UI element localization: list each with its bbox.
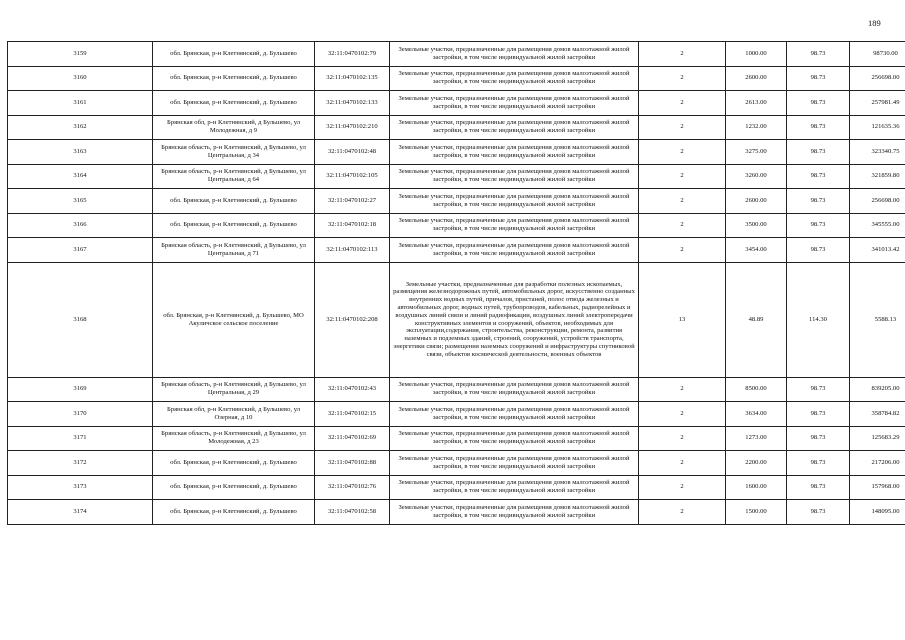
- group-code-cell: 2: [639, 164, 726, 189]
- cadastral-number-cell: 32:11:0470102:18: [315, 213, 390, 238]
- area-cell: 48.89: [726, 262, 787, 377]
- cadastral-value-cell: 157968.00: [850, 475, 905, 500]
- land-use-cell: Земельные участки, предназначенные для размещения домов малоэтажной жилой застройки, в том числе индивидуальной жилой застройки: [390, 189, 639, 214]
- cadastral-value-cell: 121635.36: [850, 115, 905, 140]
- specific-value-cell: 98.73: [787, 500, 850, 525]
- specific-value-cell: 98.73: [787, 451, 850, 476]
- group-code-cell: 2: [639, 115, 726, 140]
- specific-value-cell: 98.73: [787, 42, 850, 67]
- row-number-cell: 3168: [8, 262, 153, 377]
- table-row: [8, 91, 905, 116]
- cadastral-value-cell: 257981.49: [850, 91, 905, 116]
- land-use-cell: Земельные участки, предназначенные для размещения домов малоэтажной жилой застройки, в том числе индивидуальной жилой застройки: [390, 402, 639, 427]
- group-code-cell: 2: [639, 451, 726, 476]
- group-code-cell: 13: [639, 262, 726, 377]
- address-cell: обл. Брянская, р-н Клетнянский, д. Бульшево: [153, 500, 315, 525]
- address-cell: обл. Брянская, р-н Клетнянский, д. Бульшево, МО Акуличское сельское поселение: [153, 262, 315, 377]
- address-cell: Брянская область, р-н Клетнянский, д Бульшево, ул Центральная, д 71: [153, 238, 315, 263]
- row-number-cell: 3171: [8, 426, 153, 451]
- area-cell: 8500.00: [726, 377, 787, 402]
- cadastral-number-cell: 32:11:0470102:113: [315, 238, 390, 263]
- table-row: [8, 262, 905, 377]
- land-use-cell: Земельные участки, предназначенные для разработки полезных ископаемых, размещения железнодорожных путей, автомобильных дорог, искусственно созданных внутренних водных путей, причалов, пристаней, полос отвода железных и автомобильных дорог, водных путей, трубопроводов, кабельных, радиорелейных и воздушных линий связи и линий радиофикации, воздушных линий электропередачи конструктивных элементов и сооружений, объектов, необходимых для эксплуатации,содержания, строительства, реконструкции, ремонта, развития наземных и подземных зданий, строений, сооружений, устройств транспорта, энергетики связи; размещения наземных сооружений и инфраструктуры спутниковой связи, объектов космической деятельности, военных объектов: [390, 262, 639, 377]
- specific-value-cell: 98.73: [787, 238, 850, 263]
- group-code-cell: 2: [639, 189, 726, 214]
- address-cell: обл. Брянская, р-н Клетнянский, д. Бульшево: [153, 189, 315, 214]
- land-use-cell: Земельные участки, предназначенные для размещения домов малоэтажной жилой застройки, в том числе индивидуальной жилой застройки: [390, 500, 639, 525]
- group-code-cell: 2: [639, 213, 726, 238]
- table-row: [8, 140, 905, 165]
- cadastral-number-cell: 32:11:0470102:105: [315, 164, 390, 189]
- row-number-cell: 3170: [8, 402, 153, 427]
- address-cell: обл. Брянская, р-н Клетнянский, д. Бульшево: [153, 91, 315, 116]
- land-use-cell: Земельные участки, предназначенные для размещения домов малоэтажной жилой застройки, в том числе индивидуальной жилой застройки: [390, 115, 639, 140]
- cadastral-number-cell: 32:11:0470102:208: [315, 262, 390, 377]
- land-use-cell: Земельные участки, предназначенные для размещения домов малоэтажной жилой застройки, в том числе индивидуальной жилой застройки: [390, 213, 639, 238]
- area-cell: 3634.00: [726, 402, 787, 427]
- table-row: [8, 451, 905, 476]
- area-cell: 1600.00: [726, 475, 787, 500]
- group-code-cell: 2: [639, 377, 726, 402]
- cadastral-value-cell: 358784.82: [850, 402, 905, 427]
- cadastral-value-cell: 341013.42: [850, 238, 905, 263]
- specific-value-cell: 98.73: [787, 164, 850, 189]
- cadastral-number-cell: 32:11:0470102:48: [315, 140, 390, 165]
- area-cell: 1273.00: [726, 426, 787, 451]
- area-cell: 2613.00: [726, 91, 787, 116]
- address-cell: Брянская область, р-н Клетнянский, д Бульшево, ул Центральная, д 34: [153, 140, 315, 165]
- cadastral-number-cell: 32:11:0470102:133: [315, 91, 390, 116]
- cadastral-value-cell: 125683.29: [850, 426, 905, 451]
- cadastral-number-cell: 32:11:0470102:15: [315, 402, 390, 427]
- cadastral-value-cell: 256698.00: [850, 189, 905, 214]
- cadastral-value-cell: 256698.00: [850, 66, 905, 91]
- specific-value-cell: 98.73: [787, 377, 850, 402]
- land-use-cell: Земельные участки, предназначенные для размещения домов малоэтажной жилой застройки, в том числе индивидуальной жилой застройки: [390, 66, 639, 91]
- table-row: [8, 213, 905, 238]
- row-number-cell: 3174: [8, 500, 153, 525]
- address-cell: обл. Брянская, р-н Клетнянский, д. Бульшево: [153, 66, 315, 91]
- group-code-cell: 2: [639, 238, 726, 263]
- specific-value-cell: 98.73: [787, 66, 850, 91]
- table-row: [8, 238, 905, 263]
- area-cell: 2600.00: [726, 189, 787, 214]
- row-number-cell: 3162: [8, 115, 153, 140]
- land-use-cell: Земельные участки, предназначенные для размещения домов малоэтажной жилой застройки, в том числе индивидуальной жилой застройки: [390, 140, 639, 165]
- specific-value-cell: 98.73: [787, 402, 850, 427]
- address-cell: Брянская область, р-н Клетнянский, д Бульшево, ул Центральная, д 29: [153, 377, 315, 402]
- table-row: [8, 500, 905, 525]
- area-cell: 1500.00: [726, 500, 787, 525]
- specific-value-cell: 98.73: [787, 91, 850, 116]
- row-number-cell: 3164: [8, 164, 153, 189]
- group-code-cell: 2: [639, 500, 726, 525]
- row-number-cell: 3159: [8, 42, 153, 67]
- specific-value-cell: 98.73: [787, 115, 850, 140]
- cadastral-value-cell: 148095.00: [850, 500, 905, 525]
- land-use-cell: Земельные участки, предназначенные для размещения домов малоэтажной жилой застройки, в том числе индивидуальной жилой застройки: [390, 238, 639, 263]
- land-use-cell: Земельные участки, предназначенные для размещения домов малоэтажной жилой застройки, в том числе индивидуальной жилой застройки: [390, 377, 639, 402]
- cadastral-number-cell: 32:11:0470102:43: [315, 377, 390, 402]
- row-number-cell: 3173: [8, 475, 153, 500]
- cadastral-value-cell: 839205.00: [850, 377, 905, 402]
- table-row: [8, 115, 905, 140]
- cadastral-value-cell: 323340.75: [850, 140, 905, 165]
- land-registry-table: [7, 41, 905, 525]
- cadastral-number-cell: 32:11:0470102:135: [315, 66, 390, 91]
- address-cell: обл. Брянская, р-н Клетнянский, д. Бульшево: [153, 213, 315, 238]
- area-cell: 3500.00: [726, 213, 787, 238]
- table-row: [8, 66, 905, 91]
- cadastral-value-cell: 321859.80: [850, 164, 905, 189]
- group-code-cell: 2: [639, 91, 726, 116]
- cadastral-number-cell: 32:11:0470102:88: [315, 451, 390, 476]
- area-cell: 2200.00: [726, 451, 787, 476]
- row-number-cell: 3163: [8, 140, 153, 165]
- cadastral-value-cell: 345555.00: [850, 213, 905, 238]
- address-cell: Брянская обл, р-н Клетнянский, д Бульшево, ул Молодежная, д 9: [153, 115, 315, 140]
- address-cell: обл. Брянская, р-н Клетнянский, д. Бульшево: [153, 475, 315, 500]
- row-number-cell: 3172: [8, 451, 153, 476]
- specific-value-cell: 98.73: [787, 140, 850, 165]
- table-row: [8, 475, 905, 500]
- group-code-cell: 2: [639, 42, 726, 67]
- cadastral-number-cell: 32:11:0470102:27: [315, 189, 390, 214]
- table-row: [8, 164, 905, 189]
- area-cell: 1000.00: [726, 42, 787, 67]
- area-cell: 3275.00: [726, 140, 787, 165]
- specific-value-cell: 98.73: [787, 213, 850, 238]
- cadastral-value-cell: 217206.00: [850, 451, 905, 476]
- row-number-cell: 3167: [8, 238, 153, 263]
- area-cell: 2600.00: [726, 66, 787, 91]
- address-cell: Брянская обл, р-н Клетнянский, д Бульшево, ул Озерная, д 10: [153, 402, 315, 427]
- row-number-cell: 3161: [8, 91, 153, 116]
- group-code-cell: 2: [639, 475, 726, 500]
- cadastral-value-cell: 98730.00: [850, 42, 905, 67]
- address-cell: Брянская область, р-н Клетнянский, д Бульшево, ул Центральная, д 64: [153, 164, 315, 189]
- address-cell: обл. Брянская, р-н Клетнянский, д. Бульшево: [153, 451, 315, 476]
- specific-value-cell: 114.30: [787, 262, 850, 377]
- row-number-cell: 3166: [8, 213, 153, 238]
- cadastral-number-cell: 32:11:0470102:79: [315, 42, 390, 67]
- table-row: [8, 402, 905, 427]
- area-cell: 1232.00: [726, 115, 787, 140]
- specific-value-cell: 98.73: [787, 426, 850, 451]
- land-use-cell: Земельные участки, предназначенные для размещения домов малоэтажной жилой застройки, в том числе индивидуальной жилой застройки: [390, 164, 639, 189]
- specific-value-cell: 98.73: [787, 189, 850, 214]
- group-code-cell: 2: [639, 140, 726, 165]
- table-row: [8, 377, 905, 402]
- group-code-cell: 2: [639, 402, 726, 427]
- address-cell: Брянская область, р-н Клетнянский, д Бульшево, ул Молодежная, д 23: [153, 426, 315, 451]
- cadastral-number-cell: 32:11:0470102:210: [315, 115, 390, 140]
- land-use-cell: Земельные участки, предназначенные для размещения домов малоэтажной жилой застройки, в том числе индивидуальной жилой застройки: [390, 42, 639, 67]
- land-use-cell: Земельные участки, предназначенные для размещения домов малоэтажной жилой застройки, в том числе индивидуальной жилой застройки: [390, 91, 639, 116]
- table-row: [8, 189, 905, 214]
- page-number: 189: [868, 18, 881, 28]
- area-cell: 3454.00: [726, 238, 787, 263]
- cadastral-value-cell: 5588.13: [850, 262, 905, 377]
- land-use-cell: Земельные участки, предназначенные для размещения домов малоэтажной жилой застройки, в том числе индивидуальной жилой застройки: [390, 475, 639, 500]
- cadastral-number-cell: 32:11:0470102:69: [315, 426, 390, 451]
- row-number-cell: 3165: [8, 189, 153, 214]
- cadastral-number-cell: 32:11:0470102:58: [315, 500, 390, 525]
- table-row: [8, 426, 905, 451]
- specific-value-cell: 98.73: [787, 475, 850, 500]
- group-code-cell: 2: [639, 66, 726, 91]
- row-number-cell: 3160: [8, 66, 153, 91]
- group-code-cell: 2: [639, 426, 726, 451]
- land-use-cell: Земельные участки, предназначенные для размещения домов малоэтажной жилой застройки, в том числе индивидуальной жилой застройки: [390, 426, 639, 451]
- row-number-cell: 3169: [8, 377, 153, 402]
- table-row: [8, 42, 905, 67]
- address-cell: обл. Брянская, р-н Клетнянский, д. Бульшево: [153, 42, 315, 67]
- area-cell: 3260.00: [726, 164, 787, 189]
- table-body: [8, 42, 905, 525]
- cadastral-number-cell: 32:11:0470102:76: [315, 475, 390, 500]
- land-use-cell: Земельные участки, предназначенные для размещения домов малоэтажной жилой застройки, в том числе индивидуальной жилой застройки: [390, 451, 639, 476]
